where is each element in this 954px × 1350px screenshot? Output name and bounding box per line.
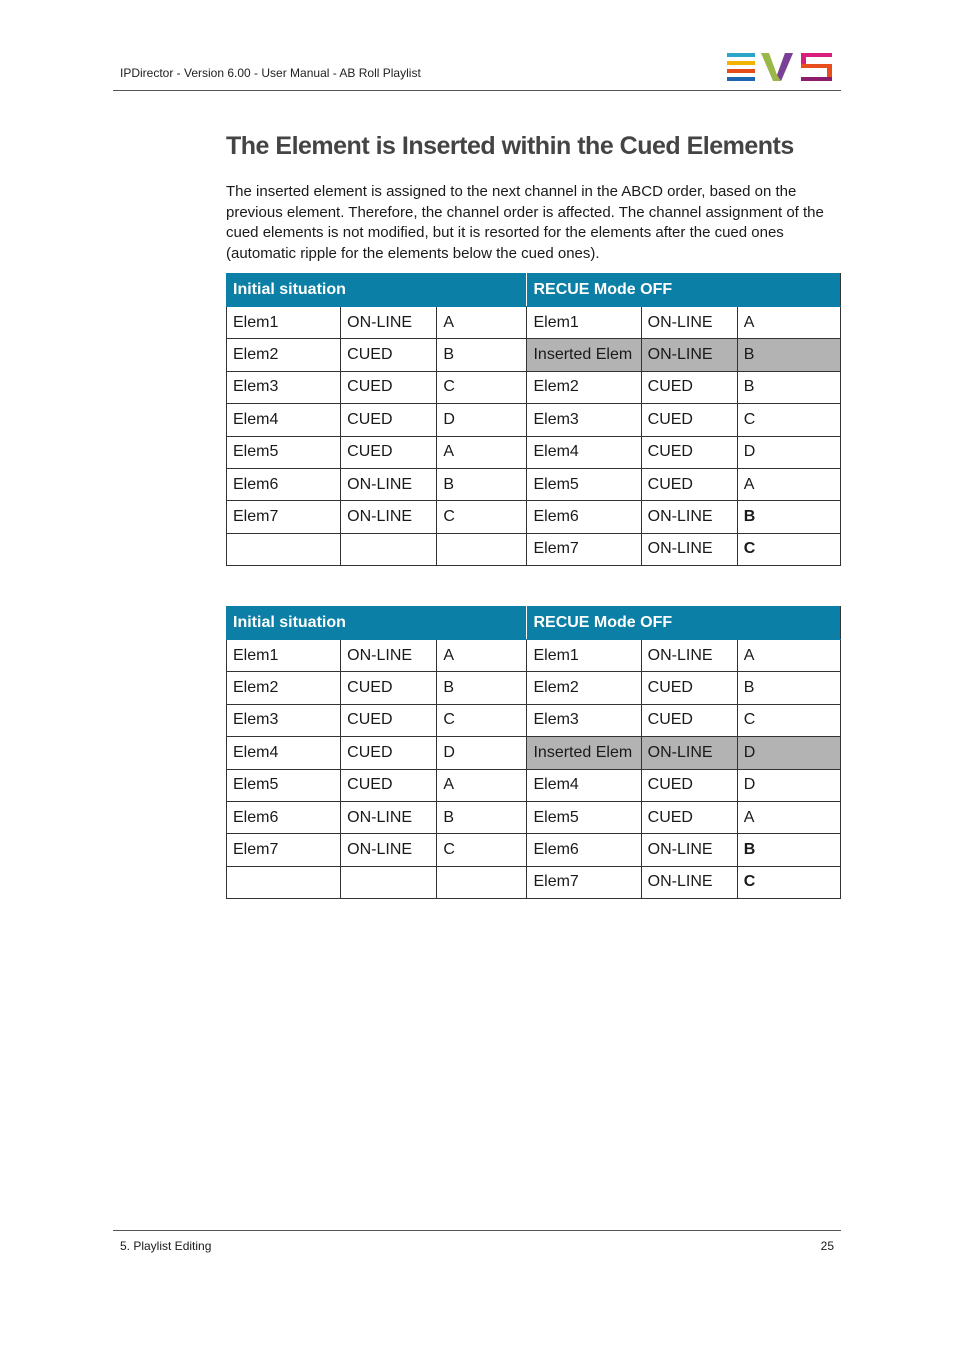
- recue-element-cell: Inserted Elem: [527, 339, 641, 371]
- recue-channel-cell: A: [737, 640, 840, 672]
- initial-status-cell: [341, 866, 437, 898]
- initial-element-cell: Elem6: [227, 801, 341, 833]
- recue-status-cell: ON-LINE: [641, 866, 737, 898]
- table-row: [227, 404, 841, 436]
- table-row: [227, 704, 841, 736]
- recue-channel-cell: A: [737, 801, 840, 833]
- initial-status-cell: CUED: [341, 371, 437, 403]
- recue-status-cell: CUED: [641, 801, 737, 833]
- recue-element-cell: Elem6: [527, 834, 641, 866]
- initial-element-cell: Elem2: [227, 339, 341, 371]
- initial-status-cell: ON-LINE: [341, 834, 437, 866]
- footer-chapter: 5. Playlist Editing: [120, 1239, 212, 1253]
- channel-table-1: [226, 273, 841, 566]
- recue-channel-cell: B: [737, 371, 840, 403]
- page-footer: [113, 1230, 841, 1253]
- recue-channel-cell: B: [737, 501, 840, 533]
- initial-situation-header: Initial situation: [227, 274, 527, 307]
- initial-channel-cell: [437, 866, 527, 898]
- initial-channel-cell: B: [437, 468, 527, 500]
- initial-element-cell: Elem5: [227, 436, 341, 468]
- initial-element-cell: Elem3: [227, 704, 341, 736]
- initial-status-cell: [341, 533, 437, 565]
- recue-channel-cell: C: [737, 404, 840, 436]
- recue-mode-header: RECUE Mode OFF: [527, 607, 841, 640]
- initial-element-cell: Elem1: [227, 640, 341, 672]
- recue-status-cell: ON-LINE: [641, 307, 737, 339]
- table-row: [227, 801, 841, 833]
- recue-element-cell: Elem4: [527, 436, 641, 468]
- table-row: [227, 339, 841, 371]
- initial-element-cell: Elem4: [227, 404, 341, 436]
- table-row: [227, 307, 841, 339]
- initial-status-cell: ON-LINE: [341, 801, 437, 833]
- initial-element-cell: Elem1: [227, 307, 341, 339]
- recue-channel-cell: C: [737, 704, 840, 736]
- initial-channel-cell: C: [437, 371, 527, 403]
- initial-channel-cell: D: [437, 737, 527, 769]
- initial-channel-cell: B: [437, 672, 527, 704]
- section-title: The Element is Inserted within the Cued Elements: [226, 132, 794, 160]
- recue-channel-cell: B: [737, 834, 840, 866]
- table-row: [227, 672, 841, 704]
- recue-channel-cell: B: [737, 672, 840, 704]
- channel-table-2: [226, 606, 841, 899]
- table-row: [227, 436, 841, 468]
- initial-element-cell: Elem3: [227, 371, 341, 403]
- recue-element-cell: Inserted Elem: [527, 737, 641, 769]
- table-row: [227, 501, 841, 533]
- recue-status-cell: ON-LINE: [641, 533, 737, 565]
- table-row: [227, 737, 841, 769]
- recue-element-cell: Elem2: [527, 672, 641, 704]
- table-header-row: [227, 274, 841, 307]
- initial-element-cell: Elem7: [227, 834, 341, 866]
- recue-element-cell: Elem5: [527, 468, 641, 500]
- initial-status-cell: CUED: [341, 737, 437, 769]
- recue-status-cell: ON-LINE: [641, 834, 737, 866]
- recue-channel-cell: D: [737, 436, 840, 468]
- recue-element-cell: Elem4: [527, 769, 641, 801]
- table-header-row: [227, 607, 841, 640]
- recue-element-cell: Elem3: [527, 704, 641, 736]
- initial-element-cell: Elem5: [227, 769, 341, 801]
- initial-element-cell: Elem7: [227, 501, 341, 533]
- table-row: [227, 640, 841, 672]
- recue-channel-cell: C: [737, 533, 840, 565]
- recue-element-cell: Elem2: [527, 371, 641, 403]
- table-row: [227, 533, 841, 565]
- initial-channel-cell: D: [437, 404, 527, 436]
- initial-channel-cell: B: [437, 801, 527, 833]
- recue-channel-cell: D: [737, 769, 840, 801]
- initial-status-cell: ON-LINE: [341, 501, 437, 533]
- footer-page-number: 25: [820, 1239, 834, 1253]
- recue-mode-header: RECUE Mode OFF: [527, 274, 841, 307]
- initial-status-cell: ON-LINE: [341, 468, 437, 500]
- initial-channel-cell: A: [437, 307, 527, 339]
- recue-status-cell: CUED: [641, 436, 737, 468]
- initial-status-cell: CUED: [341, 404, 437, 436]
- initial-status-cell: CUED: [341, 436, 437, 468]
- recue-channel-cell: D: [737, 737, 840, 769]
- recue-status-cell: CUED: [641, 404, 737, 436]
- initial-channel-cell: A: [437, 640, 527, 672]
- initial-channel-cell: [437, 533, 527, 565]
- recue-channel-cell: C: [737, 866, 840, 898]
- table-row: [227, 468, 841, 500]
- initial-channel-cell: A: [437, 769, 527, 801]
- initial-channel-cell: A: [437, 436, 527, 468]
- initial-status-cell: ON-LINE: [341, 640, 437, 672]
- initial-element-cell: [227, 866, 341, 898]
- initial-element-cell: Elem2: [227, 672, 341, 704]
- initial-element-cell: Elem6: [227, 468, 341, 500]
- recue-status-cell: ON-LINE: [641, 501, 737, 533]
- initial-element-cell: [227, 533, 341, 565]
- recue-status-cell: CUED: [641, 468, 737, 500]
- initial-status-cell: CUED: [341, 339, 437, 371]
- recue-status-cell: CUED: [641, 704, 737, 736]
- recue-element-cell: Elem1: [527, 307, 641, 339]
- initial-status-cell: CUED: [341, 672, 437, 704]
- initial-status-cell: CUED: [341, 704, 437, 736]
- table-row: [227, 769, 841, 801]
- recue-status-cell: CUED: [641, 769, 737, 801]
- recue-element-cell: Elem7: [527, 533, 641, 565]
- initial-status-cell: CUED: [341, 769, 437, 801]
- recue-element-cell: Elem6: [527, 501, 641, 533]
- initial-situation-header: Initial situation: [227, 607, 527, 640]
- recue-status-cell: ON-LINE: [641, 737, 737, 769]
- recue-element-cell: Elem1: [527, 640, 641, 672]
- recue-element-cell: Elem3: [527, 404, 641, 436]
- recue-status-cell: ON-LINE: [641, 339, 737, 371]
- recue-channel-cell: B: [737, 339, 840, 371]
- initial-status-cell: ON-LINE: [341, 307, 437, 339]
- table-row: [227, 371, 841, 403]
- recue-status-cell: CUED: [641, 672, 737, 704]
- initial-channel-cell: C: [437, 834, 527, 866]
- recue-element-cell: Elem5: [527, 801, 641, 833]
- recue-channel-cell: A: [737, 468, 840, 500]
- initial-channel-cell: B: [437, 339, 527, 371]
- recue-channel-cell: A: [737, 307, 840, 339]
- evs-logo: [727, 53, 833, 82]
- recue-status-cell: ON-LINE: [641, 640, 737, 672]
- page-header: [113, 50, 841, 91]
- table-row: [227, 834, 841, 866]
- table-row: [227, 866, 841, 898]
- section-intro: The inserted element is assigned to the next channel in the ABCD order, based on the previous element. Therefore, the channel order is affected. The channel assignment of the cued elements is not modified, but it is resorted for the elements after the cued ones (automatic ripple for the elements below the cued ones).: [226, 183, 824, 262]
- recue-status-cell: CUED: [641, 371, 737, 403]
- header-title: IPDirector - Version 6.00 - User Manual - AB Roll Playlist: [120, 66, 421, 80]
- initial-channel-cell: C: [437, 704, 527, 736]
- initial-element-cell: Elem4: [227, 737, 341, 769]
- recue-element-cell: Elem7: [527, 866, 641, 898]
- initial-channel-cell: C: [437, 501, 527, 533]
